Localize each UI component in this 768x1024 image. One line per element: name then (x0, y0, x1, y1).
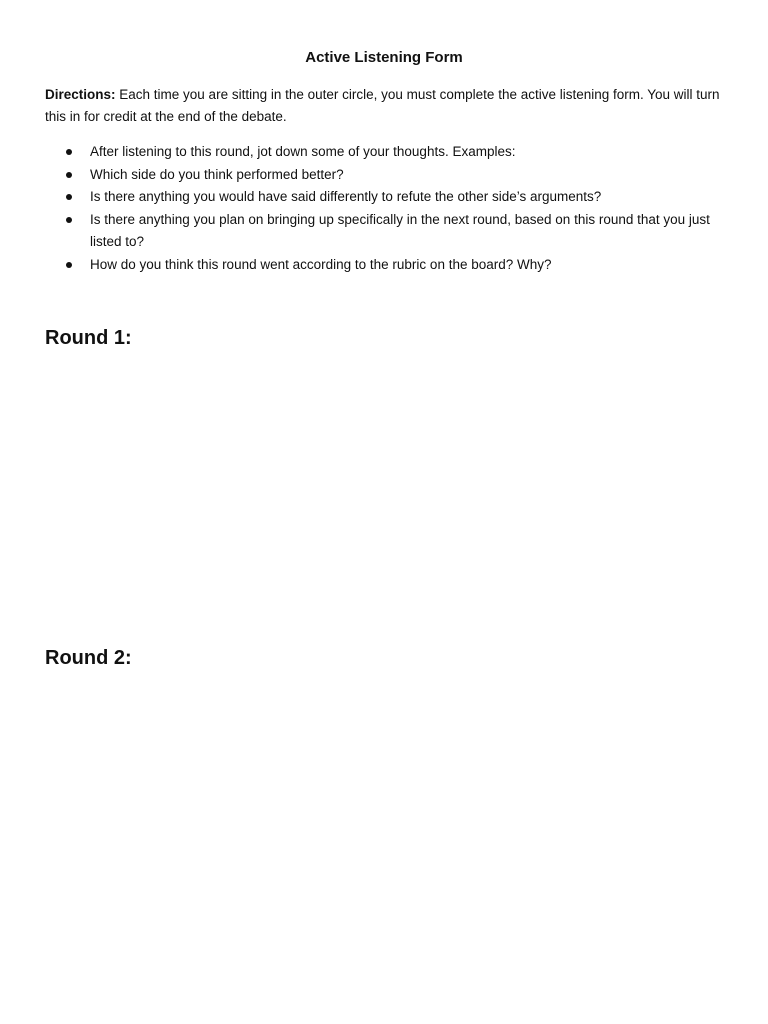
list-item-text: Is there anything you plan on bringing up specifically in the next round, based on this round that you just listed to? (90, 211, 710, 249)
round-1-heading: Round 1: (45, 327, 132, 349)
list-item (45, 254, 725, 277)
list-item-text: After listening to this round, jot down some of your thoughts. Examples: (90, 144, 516, 159)
list-item (45, 209, 725, 254)
list-item-text: Is there anything you would have said differently to refute the other side’s arguments? (90, 189, 602, 204)
round-1-answer-area (45, 356, 725, 636)
bullet-icon (66, 172, 72, 178)
bullet-icon (66, 194, 72, 200)
directions-label: Directions: (45, 87, 116, 102)
round-2-answer-area (45, 676, 725, 996)
list-item (45, 186, 725, 209)
round-2-heading: Round 2: (45, 647, 132, 669)
bullet-icon (66, 149, 72, 155)
question-list (45, 141, 725, 276)
bullet-icon (66, 262, 72, 268)
directions-paragraph (45, 84, 725, 128)
list-item-text: Which side do you think performed better? (90, 166, 344, 182)
page-title: Active Listening Form (305, 49, 463, 66)
list-item-text: How do you think this round went according to the rubric on the board? Why? (90, 256, 552, 272)
list-item (45, 141, 725, 164)
list-item (45, 164, 725, 187)
directions-text: Each time you are sitting in the outer circle, you must complete the active listening form. You will turn this in for credit at the end of the debate. (45, 87, 720, 124)
bullet-icon (66, 217, 72, 223)
